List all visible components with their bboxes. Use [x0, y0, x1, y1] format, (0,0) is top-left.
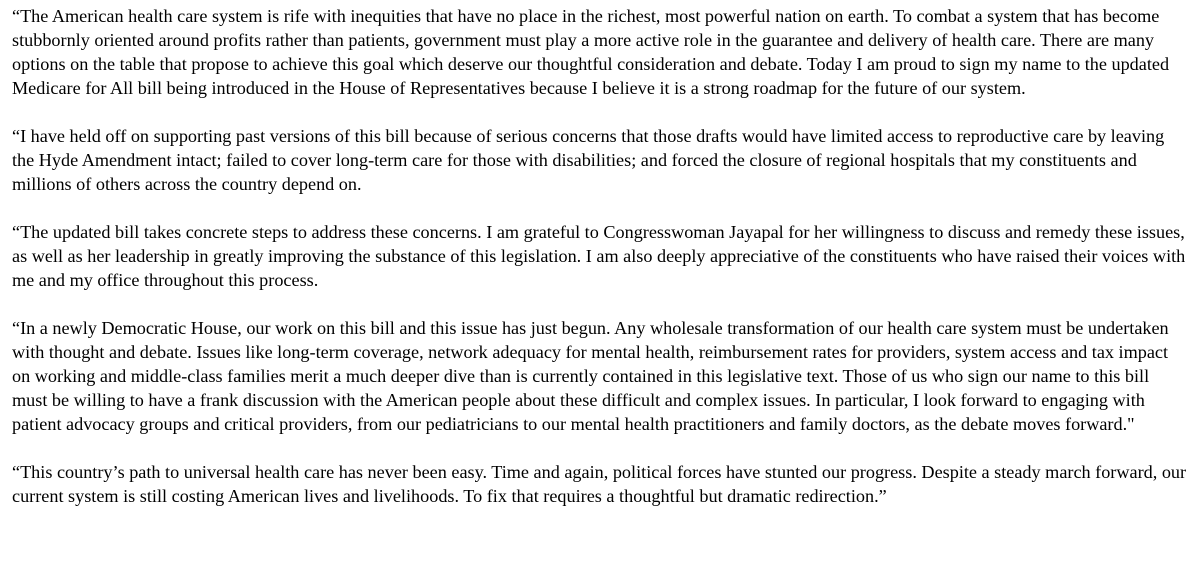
paragraph-5: “This country’s path to universal health care has never been easy. Time and again, political forces have stunted our progress. Despite a steady march forward, our current system is still costing American lives and livelihoods. To fix that requires a thoughtful but dramatic redirection.”: [12, 462, 1187, 506]
paragraph-1: “The American health care system is rife with inequities that have no place in the richest, most powerful nation on earth. To combat a system that has become stubbornly oriented around profits rather than patients, government must play a more active role in the guarantee and delivery of health care. There are many options on the table that propose to achieve this goal which deserve our thoughtful consideration and debate. Today I am proud to sign my name to the updated Medicare for All bill being introduced in the House of Representatives because I believe it is a strong roadmap for the future of our system.: [12, 6, 1170, 98]
paragraph-3: “The updated bill takes concrete steps to address these concerns. I am grateful to Congresswoman Jayapal for her willingness to discuss and remedy these issues, as well as her leadership in greatly improving the substance of this legislation. I am also deeply appreciative of the constituents who have raised their voices with me and my office throughout this process.: [12, 222, 1186, 290]
paragraph-4: “In a newly Democratic House, our work on this bill and this issue has just begun. Any wholesale transformation of our health care system must be undertaken with thought and debate. Issues like long-term coverage, network adequacy for mental health, reimbursement rates for providers, system access and tax impact on working and middle-class families merit a much deeper dive than is currently contained in this legislative text. Those of us who sign our name to this bill must be willing to have a frank discussion with the American people about these difficult and complex issues. In particular, I look forward to engaging with patient advocacy groups and critical providers, from our pediatricians to our mental health practitioners and family doctors, as the debate moves forward.": [12, 318, 1169, 434]
paragraph-2: “I have held off on supporting past versions of this bill because of serious concerns that those drafts would have limited access to reproductive care by leaving the Hyde Amendment intact; failed to cover long-term care for those with disabilities; and forced the closure of regional hospitals that my constituents and millions of others across the country depend on.: [12, 126, 1165, 194]
